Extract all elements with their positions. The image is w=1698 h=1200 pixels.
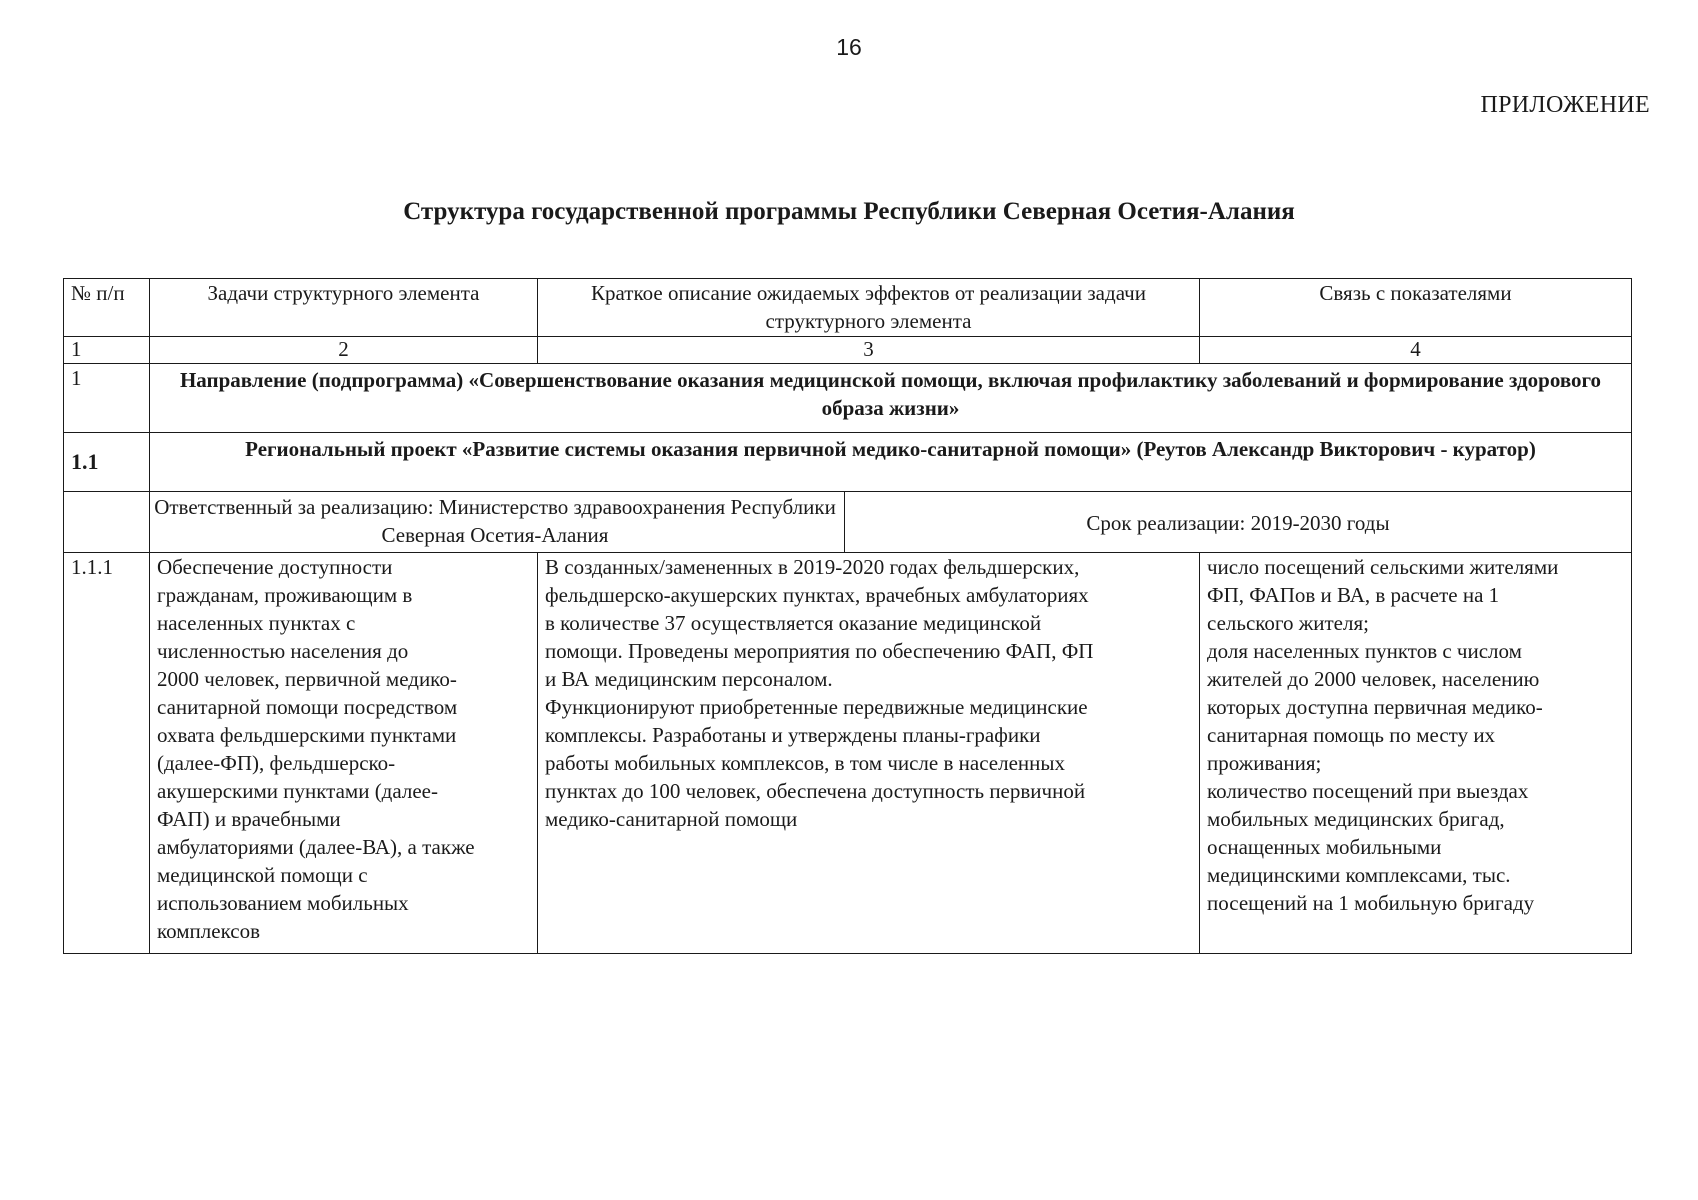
column-number: 2 <box>150 337 538 364</box>
column-number-row <box>64 337 1632 364</box>
project-title: Региональный проект «Развитие системы оказания первичной медико-санитарной помощи» (Реутов Александр Викторович - куратор) <box>150 433 1632 492</box>
task-effects: В созданных/замененных в 2019-2020 годах фельдшерских, фельдшерско-акушерских пунктах, врачебных амбулаториях в количестве 37 осуществляется оказание медицинской помощи. Проведены мероприятия по обеспечению ФАП, ФП и ВА медицинским персоналом. Функционируют приобретенные передвижные медицинские комплексы. Разработаны и утверждены планы-графики работы мобильных комплексов, в том числе в населенных пунктах до 100 человек, обеспечена доступность первичной медико-санитарной помощи <box>538 553 1200 954</box>
implementation-period: Срок реализации: 2019-2030 годы <box>1086 510 1390 535</box>
responsible-row <box>64 492 1632 553</box>
project-number: 1.1 <box>64 433 150 492</box>
task-description: Обеспечение доступности гражданам, проживающим в населенных пунктах с численностью населения до 2000 человек, первичной медико- санитарной помощи посредством охвата фельдшерскими пунктами (далее-ФП), фельдшерско- акушерскими пунктами (далее- ФАП) и врачебными амбулаториями (далее-ВА), а также медицинской помощи с использованием мобильных комплексов <box>150 553 538 954</box>
project-row <box>64 433 1632 492</box>
table-header-row <box>64 279 1632 337</box>
direction-row <box>64 364 1632 433</box>
page-number: 16 <box>836 34 862 60</box>
responsible-number-cell <box>64 492 150 553</box>
appendix-label: ПРИЛОЖЕНИЕ <box>1480 92 1650 118</box>
column-number: 1 <box>64 337 150 364</box>
program-structure-table <box>63 278 1632 954</box>
document-title: Структура государственной программы Республики Северная Осетия-Алания <box>403 198 1295 225</box>
task-row <box>64 553 1632 954</box>
column-number: 3 <box>538 337 1200 364</box>
header-tasks: Задачи структурного элемента <box>150 279 538 337</box>
responsible-executor: Ответственный за реализацию: Министерство здравоохранения Республики Северная Осетия-Алания <box>150 492 845 552</box>
task-number: 1.1.1 <box>64 553 150 954</box>
responsible-cell <box>150 492 1632 553</box>
column-number: 4 <box>1200 337 1632 364</box>
direction-title: Направление (подпрограмма) «Совершенствование оказания медицинской помощи, включая профилактику заболеваний и формирование здорового образа жизни» <box>150 364 1632 433</box>
header-number: № п/п <box>64 279 150 337</box>
direction-number: 1 <box>64 364 150 433</box>
header-effects: Краткое описание ожидаемых эффектов от реализации задачи структурного элемента <box>538 279 1200 337</box>
header-indicators: Связь с показателями <box>1200 279 1632 337</box>
task-indicators: число посещений сельскими жителями ФП, ФАПов и ВА, в расчете на 1 сельского жителя; доля населенных пунктов с числом жителей до 2000 человек, населению которых доступна первичная медико- санитарная помощь по месту их проживания; количество посещений при выездах мобильных медицинских бригад, оснащенных мобильными медицинскими комплексами, тыс. посещений на 1 мобильную бригаду <box>1200 553 1632 954</box>
